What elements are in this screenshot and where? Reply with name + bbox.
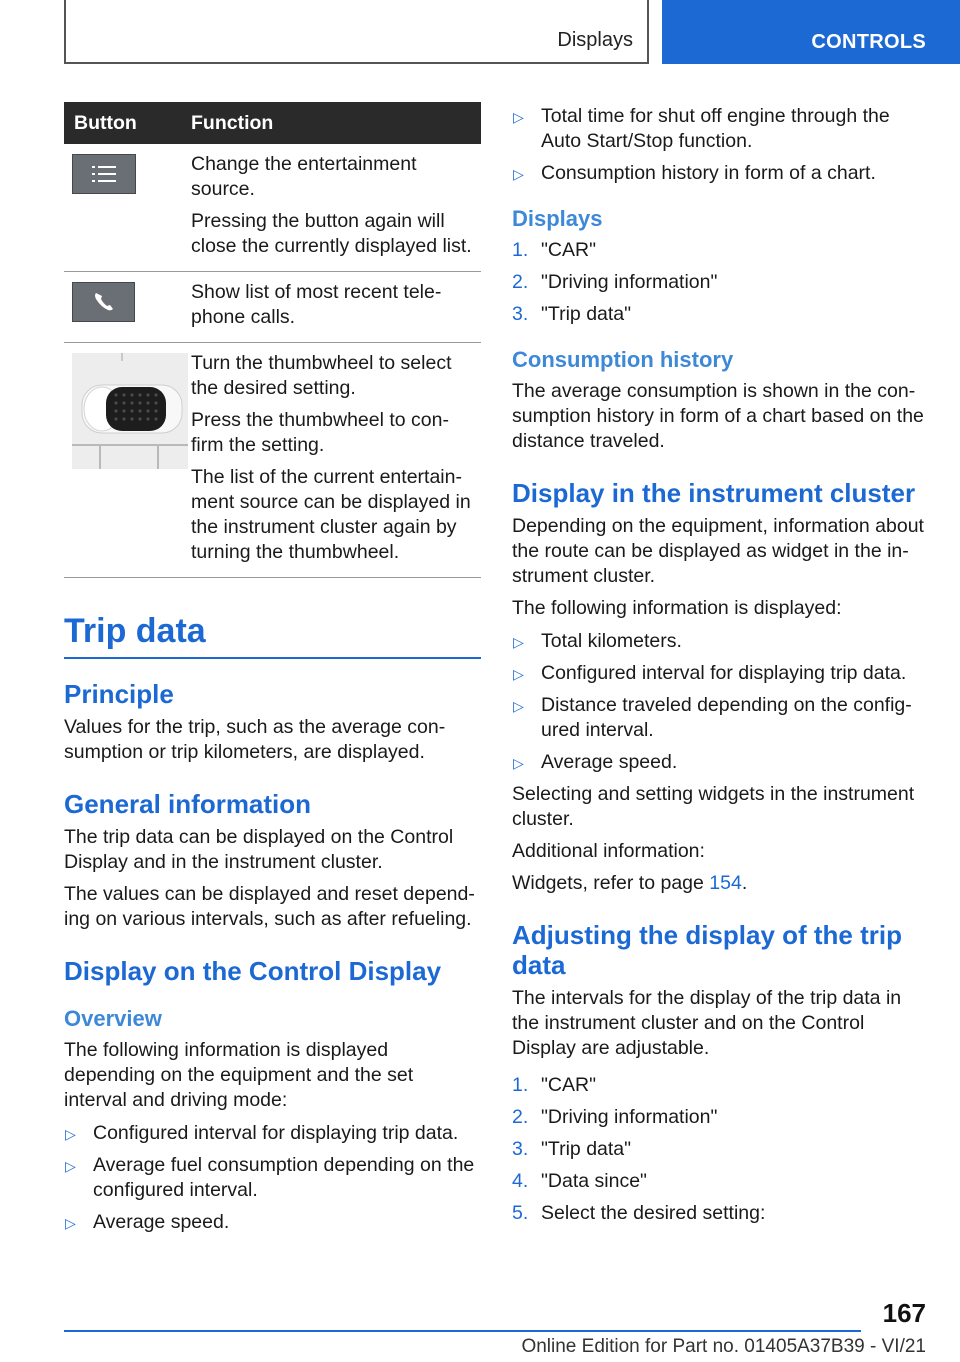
cluster-list [512,629,930,775]
list-item: 1. "CAR" [512,1074,597,1096]
table-cell-function [191,272,481,343]
triangle-bullet-icon: ▷ [513,634,524,650]
triangle-bullet-icon: ▷ [513,698,524,714]
table-cell-function [191,144,481,272]
general-text-1: The trip data can be displayed on the Control Display and in the instrument cluster. [64,826,454,873]
list-item: 2. "Driving information" [512,1106,718,1128]
heading-principle: Principle [64,679,174,709]
table-header-function: Function [191,102,481,144]
page-number: 167 [882,1298,926,1328]
function-text: Show list of most recent tele-phone calls. [191,281,442,328]
button-function-table [64,102,481,578]
heading-displays: Displays [512,206,603,231]
overview-list [64,1121,481,1235]
function-text: Pressing the button again will close the currently displayed list. [191,210,472,257]
heading-instrument-cluster: Display in the instrument cluster [512,478,916,508]
overview-text: The following information is displayed depending on the equipment and the set interval and driving mode: [64,1039,414,1111]
list-item: 1. "CAR" [512,239,597,261]
header-section-tab [64,0,649,64]
phone-icon [72,282,135,322]
cluster-text-4: Additional information: [512,840,705,862]
list-item: 2. "Driving information" [512,271,718,293]
heading-adjusting-display: Adjusting the display of the trip data [512,920,902,980]
left-column [64,102,481,1242]
table-row [64,272,481,343]
header-chapter-tab [662,0,960,64]
thumbwheel-image [72,353,188,469]
heading-overview: Overview [64,1006,162,1031]
triangle-bullet-icon: ▷ [513,755,524,771]
triangle-bullet-icon: ▷ [513,666,524,682]
table-row [64,343,481,578]
table-row [64,144,481,272]
list-item: 3. "Trip data" [512,303,632,325]
adjusting-steps [512,1073,930,1226]
function-text: The list of the current entertain-ment source can be displayed in the instrument cluster again by turning the thumbwheel. [191,466,471,563]
triangle-bullet-icon: ▷ [65,1126,76,1142]
cluster-text-2: The following information is displayed: [512,597,842,619]
triangle-bullet-icon: ▷ [513,166,524,182]
overview-list-continued [512,104,930,186]
section-title-trip-data: Trip data [64,612,481,659]
table-cell-icon [64,144,191,272]
list-item: ▷ Configured interval for displaying trip data. [64,1121,481,1146]
header-chapter-label: CONTROLS [811,31,926,53]
heading-consumption-history: Consumption history [512,347,734,372]
right-column [512,100,930,1233]
principle-text: Values for the trip, such as the average con-sumption or trip kilometers, are displayed. [64,716,446,763]
table-header-row [64,102,481,144]
cluster-text-3: Selecting and setting widgets in the instrument cluster. [512,783,915,830]
table-header-button: Button [64,102,191,144]
table-cell-icon [64,343,191,578]
function-text: Press the thumbwheel to con-firm the setting. [191,409,449,456]
header-section-label: Displays [557,29,633,51]
table-cell-icon [64,272,191,343]
list-item: ▷ Total kilometers. [512,629,930,654]
list-item: ▷ Average speed. [64,1210,481,1235]
cluster-text-5: Widgets, refer to page 154. [512,872,748,894]
triangle-bullet-icon: ▷ [513,109,524,125]
list-item: ▷ Average fuel consumption depending on the configured interval. [65,1154,475,1201]
function-text: Change the entertainment source. [191,153,417,200]
triangle-bullet-icon: ▷ [65,1158,76,1174]
function-text: Turn the thumbwheel to select the desired setting. [191,352,452,399]
heading-general-information: General information [64,789,312,819]
footer-edition: Online Edition for Part no. 01405A37B39 - VI/21 [521,1336,926,1357]
heading-control-display: Display on the Control Display [64,956,442,986]
list-item: ▷ Configured interval for displaying trip data. [512,661,930,686]
adjusting-text: The intervals for the display of the trip data in the instrument cluster and on the Control Display are adjustable. [512,987,902,1059]
list-item: ▷ Consumption history in form of a chart. [512,161,930,186]
consumption-text: The average consumption is shown in the con-sumption history in form of a chart based on the distance traveled. [512,380,924,452]
displays-steps [512,238,930,327]
page-reference-link[interactable]: 154 [709,872,742,894]
list-item: ▷ Distance traveled depending on the config-ured interval. [513,694,912,741]
list-icon [72,154,136,194]
list-item: 5. Select the desired setting: [512,1202,766,1224]
triangle-bullet-icon: ▷ [65,1215,76,1231]
general-text-2: The values can be displayed and reset depend-ing on various intervals, such as after refueling. [64,883,475,930]
list-item: 4. "Data since" [512,1170,647,1192]
table-cell-function [191,343,481,578]
cluster-text-1: Depending on the equipment, information about the route can be displayed as widget in the in-strument cluster. [512,515,924,587]
footer-divider [64,1330,861,1332]
list-item: ▷ Average speed. [512,750,930,775]
list-item: 3. "Trip data" [512,1138,632,1160]
list-item: ▷ Total time for shut off engine through the Auto Start/Stop function. [513,105,890,152]
